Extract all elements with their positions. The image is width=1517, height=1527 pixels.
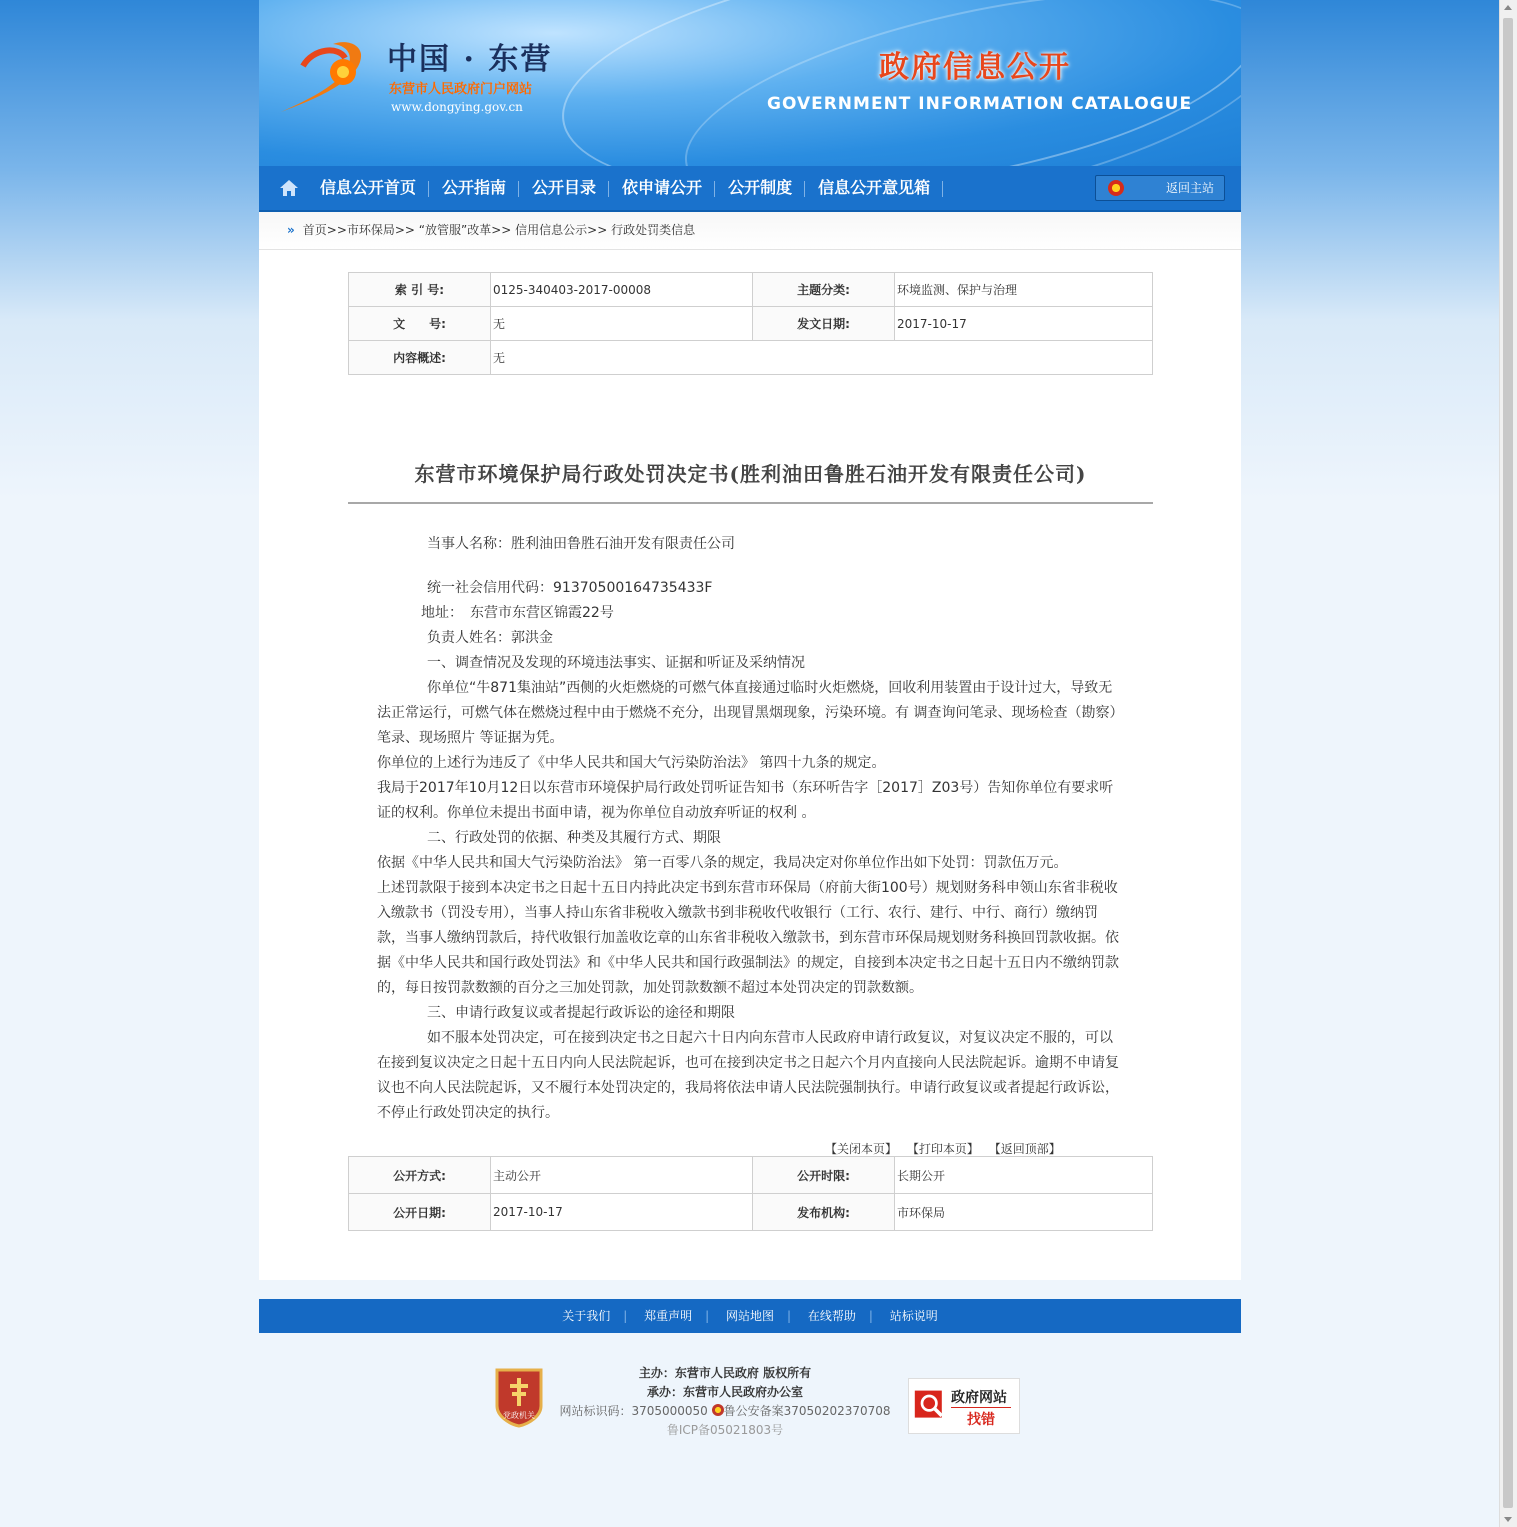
- paragraph: 你单位的上述行为违反了《中华人民共和国大气污染防治法》 第四十九条的规定。: [377, 755, 886, 771]
- nav-list: [307, 166, 943, 210]
- meta-value: 市环保局: [895, 1194, 1153, 1231]
- footer-nav: [259, 1299, 1241, 1333]
- footer-separator: |: [787, 1309, 792, 1323]
- party-government-badge-icon[interactable]: [493, 1366, 545, 1428]
- publish-meta-table: [348, 1156, 1153, 1231]
- meta-value: 0125-340403-2017-00008: [491, 273, 753, 307]
- gov-info-en-title: GOVERNMENT INFORMATION CATALOGUE: [767, 94, 1193, 114]
- meta-value: 无: [491, 341, 1153, 375]
- doc-meta-table: [348, 272, 1153, 375]
- footer-ids: [550, 1402, 900, 1421]
- footer-police-record[interactable]: 鲁公安备案37050202370708: [723, 1404, 891, 1418]
- party-name: 当事人名称：胜利油田鲁胜石油开发有限责任公司: [427, 536, 735, 552]
- meta-value: 2017-10-17: [895, 307, 1153, 341]
- paragraph: 你单位“牛871集油站”西侧的火炬燃烧的可燃气体直接通过临时火炬燃烧，回收利用装置由于设计过大，导致无法正常运行，可燃气体在燃烧过程中由于燃烧不充分，出现冒黑烟现象，污染环境。有 调查询问笔录、现场检查（勘察）笔录、现场照片 等证据为凭。: [377, 680, 1117, 746]
- responsible-person: 负责人姓名：郭洪金: [427, 630, 553, 646]
- badge-left-text: 党政机关: [503, 1411, 535, 1420]
- meta-label: 发文日期:: [753, 307, 895, 341]
- meta-label: 公开日期:: [349, 1194, 491, 1231]
- meta-label: 主题分类:: [753, 273, 895, 307]
- footer-link-logo-info[interactable]: 站标说明: [889, 1309, 938, 1323]
- breadcrumb-text[interactable]: 首页>>市环保局>> “放管服”改革>> 信用信息公示>> 行政处罚类信息: [302, 223, 696, 237]
- footer-host: 主办：东营市人民政府 版权所有: [638, 1366, 812, 1380]
- meta-value: 长期公开: [895, 1157, 1153, 1194]
- badge-right-line: [951, 1407, 1011, 1408]
- footer-link-statement[interactable]: 郑重声明: [644, 1309, 693, 1323]
- print-page-link[interactable]: 【打印本页】: [906, 1142, 979, 1156]
- badge-right-title: 政府网站: [951, 1390, 1007, 1406]
- meta-label: 内容概述:: [349, 341, 491, 375]
- meta-label: 发布机构:: [753, 1194, 895, 1231]
- scroll-down-icon[interactable]: [1504, 1517, 1512, 1522]
- section-heading: 一、调查情况及发现的环境违法事实、证据和听证及采纳情况: [427, 655, 805, 671]
- site-name: 中国 · 东营: [387, 42, 553, 77]
- meta-label: 索 引 号:: [349, 273, 491, 307]
- gov-info-title: 政府信息公开: [879, 50, 1071, 85]
- nav-item-catalogue[interactable]: 公开目录: [519, 166, 609, 210]
- home-icon[interactable]: [279, 178, 299, 198]
- footer-link-about[interactable]: 关于我们: [562, 1309, 611, 1323]
- page-actions: [825, 1140, 1067, 1157]
- nav-item-system[interactable]: 公开制度: [715, 166, 805, 210]
- footer-link-sitemap[interactable]: 网站地图: [725, 1309, 774, 1323]
- meta-value: 环境监测、保护与治理: [895, 273, 1153, 307]
- document-title: 东营市环境保护局行政处罚决定书(胜利油田鲁胜石油开发有限责任公司): [414, 462, 1087, 486]
- site-logo-icon[interactable]: [273, 40, 383, 120]
- title-divider: [348, 502, 1153, 504]
- footer-separator: |: [623, 1309, 628, 1323]
- document-body: [377, 532, 1123, 1126]
- paragraph: 我局于2017年10月12日以东营市环境保护局行政处罚听证告知书（东环听告字［2017］Z03号）告知你单位有要求听证的权利。你单位未提出书面申请，视为你单位自动放弃听证的权利 。: [377, 780, 1114, 821]
- back-to-top-link[interactable]: 【返回顶部】: [988, 1142, 1061, 1156]
- section-heading: 二、行政处罚的依据、种类及其履行方式、期限: [427, 830, 721, 846]
- national-emblem-icon: [1108, 180, 1124, 196]
- scroll-thumb[interactable]: [1503, 18, 1513, 1508]
- magnifier-icon: [913, 1387, 949, 1423]
- paragraph: 依据《中华人民共和国大气污染防治法》 第一百零八条的规定，我局决定对你单位作出如下处罚：罚款伍万元。: [377, 855, 1068, 871]
- meta-value: 主动公开: [491, 1157, 753, 1194]
- meta-value: 无: [491, 307, 753, 341]
- footer-info: [550, 1364, 900, 1440]
- nav-item-home[interactable]: 信息公开首页: [307, 166, 429, 210]
- police-badge-icon: [712, 1404, 724, 1416]
- main-content: [259, 212, 1241, 1280]
- site-header: [259, 0, 1241, 166]
- report-error-badge[interactable]: [908, 1378, 1020, 1434]
- site-subtitle: 东营市人民政府门户网站: [389, 82, 533, 97]
- back-to-main-button[interactable]: [1095, 175, 1225, 201]
- page-wrapper: [259, 0, 1241, 1280]
- nav-item-mailbox[interactable]: 信息公开意见箱: [805, 166, 943, 210]
- footer-link-help[interactable]: 在线帮助: [807, 1309, 856, 1323]
- section-heading: 三、申请行政复议或者提起行政诉讼的途径和期限: [427, 1005, 735, 1021]
- paragraph: 上述罚款限于接到本决定书之日起十五日内持此决定书到东营市环保局（府前大街100号）规划财务科申领山东省非税收入缴款书（罚没专用），当事人持山东省非税收入缴款书到非税收代收银行（工行、农行、建行、中行、商行）缴纳罚款，当事人缴纳罚款后，持代收银行加盖收讫章的山东省非税收入缴款书，到东营市环保局规划财务科换回罚款收据。依据《中华人民共和国行政处罚法》和《中华人民共和国行政强制法》的规定，自接到本决定书之日起十五日内不缴纳罚款的，每日按罚款数额的百分之三加处罚款，加处罚款数额不超过本处罚决定的罚款数额。: [377, 880, 1119, 996]
- scroll-up-icon[interactable]: [1504, 5, 1512, 10]
- footer-undertaker: 承办：东营市人民政府办公室: [646, 1385, 803, 1399]
- credit-code: 统一社会信用代码：91370500164735433F: [427, 580, 713, 596]
- nav-item-application[interactable]: 依申请公开: [609, 166, 715, 210]
- badge-right-subtitle: 找错: [967, 1412, 995, 1428]
- breadcrumb-arrow-icon: »: [287, 223, 295, 237]
- breadcrumb: [259, 212, 1241, 250]
- close-page-link[interactable]: 【关闭本页】: [825, 1142, 898, 1156]
- footer-separator: |: [868, 1309, 873, 1323]
- address: 地址： 东营市东营区锦霞22号: [421, 605, 614, 621]
- back-label: 返回主站: [1166, 181, 1215, 195]
- meta-label: 公开时限:: [753, 1157, 895, 1194]
- paragraph: 如不服本处罚决定，可在接到决定书之日起六十日内向东营市人民政府申请行政复议，对复议决定不服的，可以在接到复议决定之日起十五日内向人民法院起诉，也可在接到决定书之日起六个月内直接向人民法院起诉。逾期不申请复议也不向人民法院起诉，又不履行本处罚决定的，我局将依法申请人民法院强制执行。申请行政复议或者提起行政诉讼，不停止行政处罚决定的执行。: [377, 1030, 1119, 1121]
- meta-value: 2017-10-17: [491, 1194, 753, 1231]
- footer-icp[interactable]: 鲁ICP备05021803号: [666, 1423, 784, 1437]
- nav-item-guide[interactable]: 公开指南: [429, 166, 519, 210]
- site-url: www.dongying.gov.cn: [391, 100, 523, 114]
- meta-label: 文 号:: [349, 307, 491, 341]
- footer-site-id: 网站标识码：3705000050: [559, 1404, 708, 1418]
- main-nav: [259, 166, 1241, 212]
- meta-label: 公开方式:: [349, 1157, 491, 1194]
- vertical-scrollbar[interactable]: [1499, 0, 1517, 1527]
- footer-separator: |: [705, 1309, 710, 1323]
